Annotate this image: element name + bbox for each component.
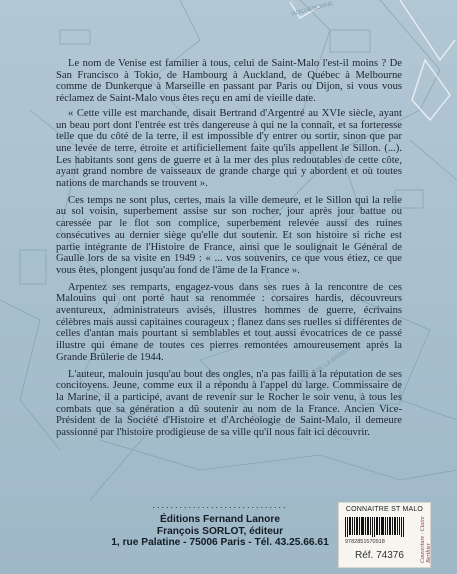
barcode [345,517,405,537]
publisher-name: Éditions Fernand Lanore [160,514,280,526]
sticker-reference: Réf. 74376 [355,550,404,561]
publisher-editor: François SORLOT, éditeur [156,525,284,537]
map-label-barbinais: PLACE DE LA BARBINAIS [297,340,361,387]
paragraph-city-history: Ces temps ne sont plus, certes, mais la ville demeure, et le Sillon qui la relie au sol voisin, superbement assise sur son rocher, jour après jour battue ou caressée par le flot son complice, superbement relevée aussi des ruines consécutives au dernier siège qu'elle dut soutenir. Et son histoire si riche est partie intégrante de l'Histoire de France, ainsi que le soulignait le Général de Gaulle lors de sa visite en 1949 : « ... vos souvenirs, ce que vous étiez, ce que vous êtes, plongent jusqu'au fond de l'âme de la France ». [56,194,402,276]
sticker-title: CONNAITRE ST MALO [345,506,424,513]
dot-separator: .............................. [152,500,288,510]
sticker-isbn: 9782851570918 [345,539,385,545]
paragraph-ramparts: Arpentez ses remparts, engagez-vous dans ses rues à la rencontre de ces Malouins qui ont porté haut sa renommée : corsaires hardis, découvreurs aventureux, administrateurs avisés, illustres hommes de guerre, écrivains célèbres mais aussi capitaines courageux ; flanez dans ses ruelles si différentes de celles d'antan mais pourtant si semblables et tout aussi évocatrices de ce passé illustre qui émane de toutes ces pierres remontées amoureusement après la Grande Brûlerie de 1944. [56,281,402,363]
map-label-rochebonne: ROCHEBONNE [290,1,335,18]
paragraph-author: L'auteur, malouin jusqu'au bout des ongles, n'a pas failli à la réputation de ses concitoyens. Jeune, comme eux il a répondu à l'appel du large. Commissaire de la Marine, il a participé, avant de revenir sur le Rocher le soir venu, à tous les combats que sa génération a dû soutenir au nom de la France. Ancien Vice-Président de la Société d'Histoire et d'Archéologie de Saint-Malo, il demeure passionné par l'histoire prodigieuse de sa ville qu'il nous fait ici découvrir. [56,368,402,439]
publisher-block [110,500,330,549]
paragraph-argentre-quote: « Cette ville est marchande, disait Bertrand d'Argentré au XVIe siècle, ayant un beau port dont l'entrée est très dangereuse à qui ne la connaît, et sa forteresse telle que du côté de la terre, il est impossible d'y entrer ou sortir, sinon que par une levée de terre, étroite et artificiellement faite qu'ils appellent le Sillon. (...). Les habitants sont gens de guerre et à la mer des plus redoutables de cette côte, ayant grand nombre de vaisseaux de grande charge qui y abordent et où toutes nations de marchands se trouvent ». [56,107,402,190]
blurb-text [56,58,402,439]
paragraph-intro: Le nom de Venise est familier à tous, celui de Saint-Malo l'est-il moins ? De San Francisco à Tokio, de Hambourg à Auckland, de Québec à Melbourne comme de Dunkerque à Marseille en passant par Paris ou Dijon, si vous vous réclamez de Saint-Malo vous êtes reçu en ami de vieille date. [56,58,402,105]
publisher-address: 1, rue Palatine - 75006 Paris - Tél. 43.25.66.61 [111,537,329,549]
sticker-vertical-credit: Couverture · Claire Berthier [420,516,432,563]
price-sticker [338,502,431,568]
